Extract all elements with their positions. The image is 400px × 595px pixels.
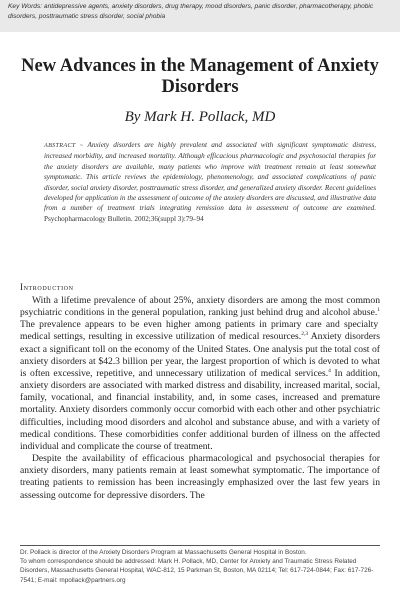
keywords-bar <box>0 0 400 32</box>
section-heading: Introduction <box>20 282 74 292</box>
keywords-label: Key Words: <box>8 3 43 10</box>
body-text: The prevalence appears to be even higher among patients in primary care and specialty medical settings, resulting in excessive utilization of medical resources. <box>20 319 379 343</box>
abstract-label: ABSTRACT ~ <box>44 142 84 149</box>
abstract-citation: Psychopharmacology Bulletin. 2002;36(suppl 3):79–94 <box>44 214 204 223</box>
reference-marker: 2,3 <box>301 331 309 338</box>
body-text: With a lifetime prevalence of about 25%, anxiety disorders are among the most common psychiatric conditions in the general population, ranking just behind drug and alcohol abuse. <box>20 295 380 319</box>
article-title: New Advances in the Management of Anxiety Disorders <box>21 56 379 97</box>
correspondence-address: To whom correspondence should be addressed: Mark H. Pollack, MD, Center for Anxiety and Traumatic Stress Related Disorders, Massachusetts General Hospital, WAC-812, 15 Parkman St, Boston, MA 02114; Tel: 617-724-0844; Fax: 617-726-7541; E-mail: mpollack@partners.org <box>20 558 374 584</box>
body-text: Anxiety disorders exact a significant toll on the economy of the United States. One analysis put the total cost of anxiety disorders at $42.3 billion per year, the largest proportion of which is devoted to what is often excessive, repetitive, and unnecessary utilization of medical services. <box>20 331 380 379</box>
footnotes <box>20 548 382 585</box>
article-body <box>20 295 380 502</box>
article-author: By Mark H. Pollack, MD <box>124 109 276 125</box>
body-text: In addition, anxiety disorders are associated with marked distress and disability, increased marital, social, family, vocational, and financial instability, and, in some cases, increased and premature mortality. Anxiety disorders commonly occur comorbid with each other and other psychiatric difficulties, including mood disorders and alcohol and substance abuse, and with a variety of medical conditions. These comorbidities confer additional burden of illness on the affected individual and complicate the course of treatment. <box>20 367 380 452</box>
reference-marker: 1 <box>377 306 380 313</box>
body-paragraph: Despite the availability of efficacious pharmacological and psychosocial therapies for anxiety disorders, many patients remain at least somewhat symptomatic. The importance of treating patients to remission has been increasingly emphasized over the last few years in assessing outcome for depressive disorders. The <box>20 453 380 501</box>
abstract-text: Anxiety disorders are highly prevalent and associated with significant symptomatic distress, increased morbidity, and increased mortality. Although efficacious pharmacologic and psychosocial therapies for the anxiety disorders are available, many patients who improve with treatment remain at least somewhat symptomatic. This article reviews the epidemiology, phenomenology, and associated complications of panic disorder, social anxiety disorder, posttraumatic stress disorder, and generalized anxiety disorder. Recent guidelines developed for application in the assessment of outcome of the anxiety disorders are discussed, and illustrative data from a number of treatment trials integrating remission data in assessment of outcome are examined. <box>44 141 376 213</box>
reference-marker: 4 <box>328 367 331 374</box>
abstract <box>44 140 376 224</box>
keywords-text: antidepressive agents, anxiety disorders, drug therapy, mood disorders, panic disorder, pharmacotherapy, phobic disorders, posttraumatic stress disorder, social phobia <box>8 3 374 20</box>
body-paragraph <box>20 295 380 453</box>
footnote-divider <box>20 545 380 546</box>
author-affiliation: Dr. Pollack is director of the Anxiety Disorders Program at Massachusetts General Hospital in Boston. <box>20 549 307 556</box>
